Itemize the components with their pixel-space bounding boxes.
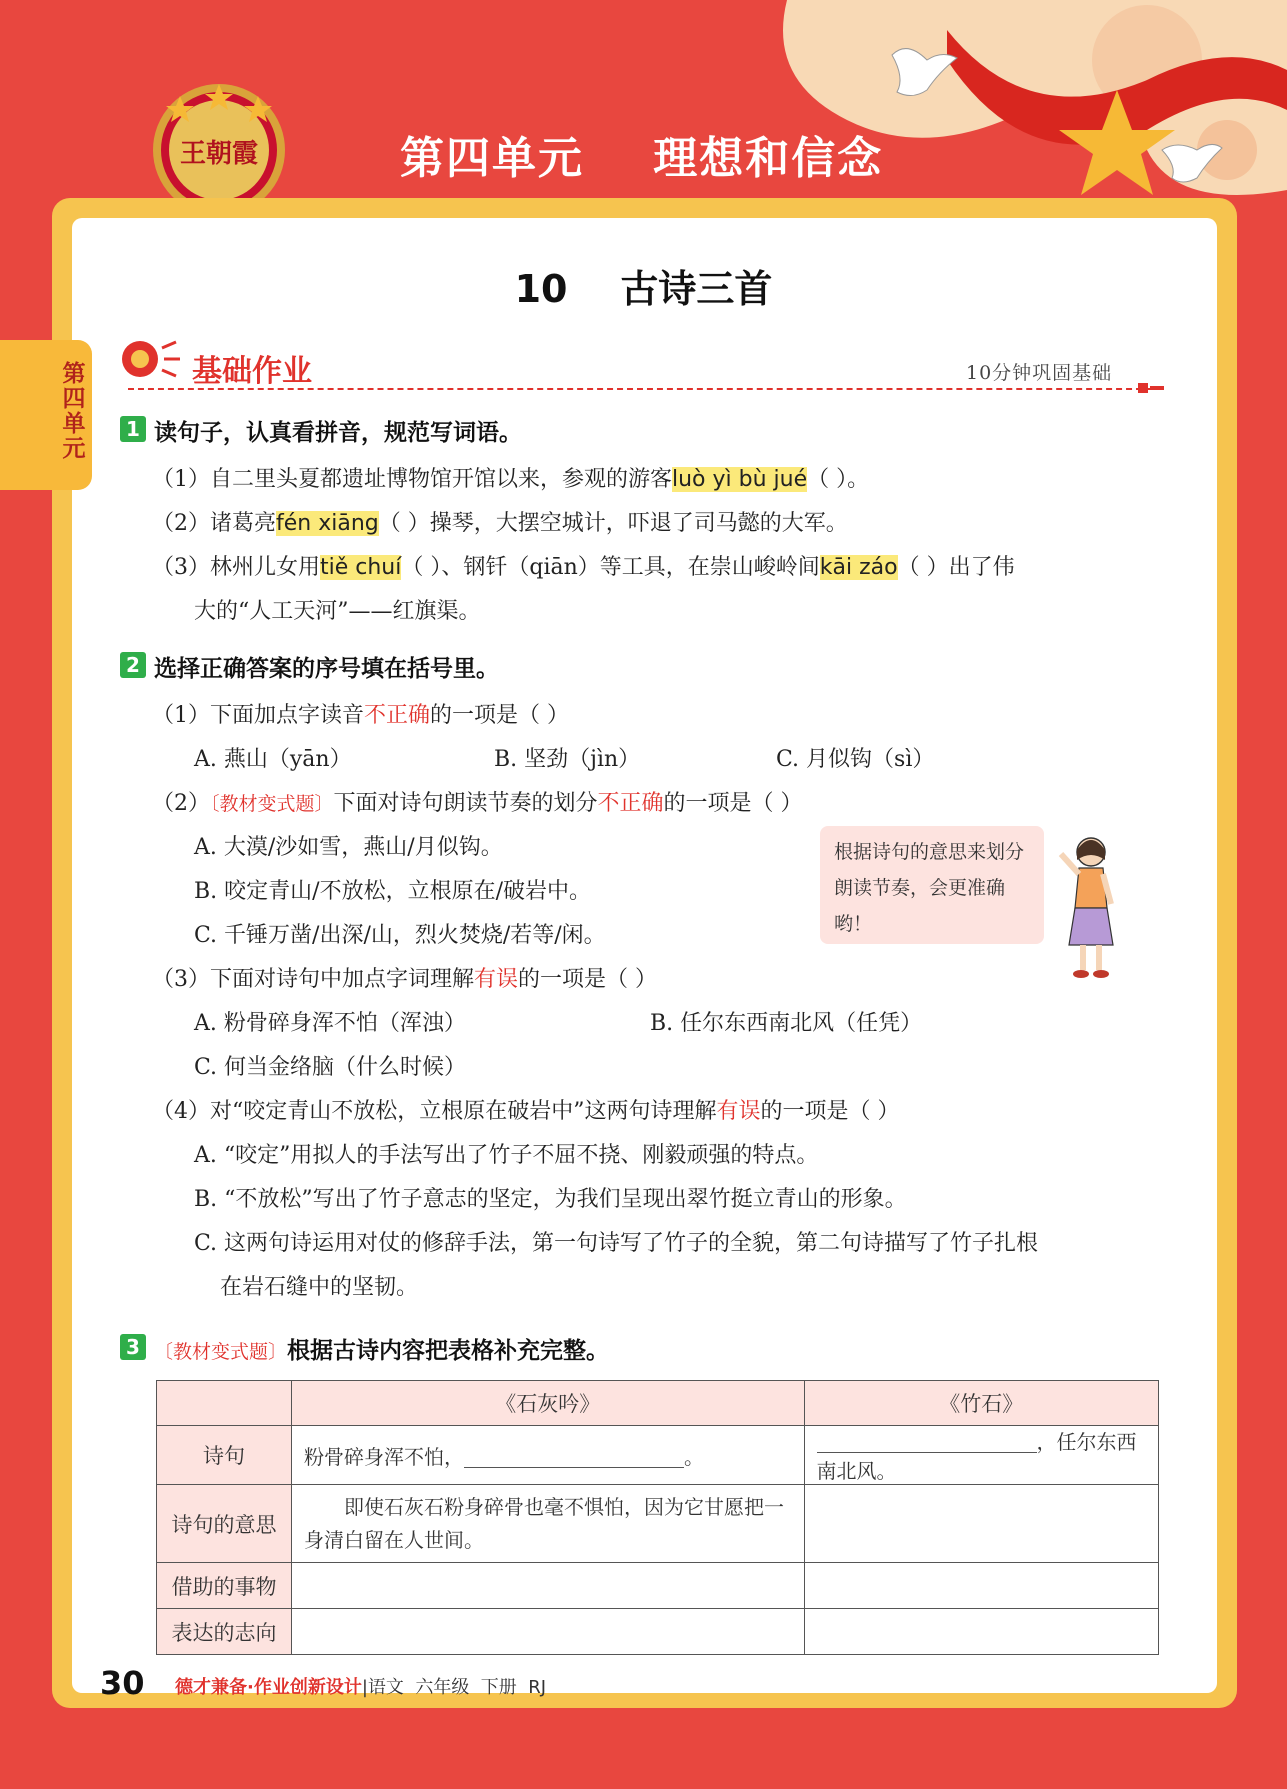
- page-number: 30: [100, 1664, 145, 1702]
- option-c-continued: 在岩石缝中的坚韧。: [220, 1275, 419, 1300]
- q1-line-3: [152, 550, 1015, 581]
- question-number: 3: [120, 1334, 146, 1360]
- side-tab-label: 第四单元: [62, 361, 86, 462]
- q2-sub-1-text: （1）下面加点字读音: [152, 703, 364, 728]
- question-title: [154, 1332, 609, 1365]
- lesson-title: 10 古诗三首: [514, 267, 773, 311]
- q2-sub-2-text-b: 下面对诗句朗读节奏的划分: [333, 791, 598, 816]
- q2-sub-3-text: （3）下面对诗句中加点字词理解: [152, 967, 474, 992]
- table-cell: 即使石灰石粉身碎骨也毫不惧怕，因为它甘愿把一身清白留在人世间。: [292, 1485, 805, 1563]
- answer-blank[interactable]: 的一项是（ ）: [760, 1099, 900, 1124]
- poem-table: [156, 1380, 1159, 1655]
- col-header: 《石灰吟》: [292, 1381, 805, 1426]
- answer-blank[interactable]: [817, 1434, 1037, 1453]
- q1-line-1-text: （1）自二里头夏都遗址博物馆开馆以来，参观的游客: [152, 467, 672, 492]
- row-header: 诗句的意思: [157, 1485, 292, 1563]
- answer-blank[interactable]: [464, 1449, 684, 1468]
- brand-logo: [150, 78, 288, 216]
- answer-blank[interactable]: （ ）、钢钎（qiān）等工具，在崇山峻岭间: [401, 555, 820, 580]
- question-title: 读句子，认真看拼音，规范写词语。: [154, 420, 522, 446]
- girl-illustration: [1055, 830, 1125, 980]
- table-corner: [157, 1381, 292, 1426]
- option-b: B. 咬定青山/不放松，立根原在/破岩中。: [194, 879, 591, 904]
- section-divider: [128, 388, 1152, 390]
- q1-line-3-text: （3）林州儿女用: [152, 555, 320, 580]
- q2-sub-4-text: （4）对“咬定青山不放松，立根原在破岩中”这两句诗理解: [152, 1099, 717, 1124]
- emphasis: 有误: [474, 967, 519, 992]
- q1-line-4: 大的“人工天河”——红旗渠。: [194, 599, 481, 624]
- answer-cell[interactable]: [804, 1485, 1158, 1563]
- section-title: 基础作业: [192, 354, 312, 389]
- option-a: A. “咬定”用拟人的手法写出了竹子不屈不挠、刚毅顽强的特点。: [194, 1143, 819, 1168]
- table-cell: [804, 1426, 1158, 1485]
- row-header: 诗句: [157, 1426, 292, 1485]
- megaphone-icon: [118, 334, 182, 384]
- section-subtitle: 10分钟巩固基础: [966, 362, 1113, 384]
- option-b: B. 任尔东西南北风（任凭）: [650, 1011, 923, 1036]
- row-header: 借助的事物: [157, 1563, 292, 1609]
- q2-sub-1: [152, 698, 569, 729]
- question-title: 选择正确答案的序号填在括号里。: [154, 656, 499, 682]
- poem-text: ，任尔东西南北风。: [816, 1430, 1137, 1483]
- option-c: C. 千锤万凿/出深/山，烈火焚烧/若等/闲。: [194, 923, 606, 948]
- footer-book-info: |语文 六年级 下册 RJ: [361, 1677, 547, 1698]
- question-number: 1: [120, 416, 146, 442]
- answer-blank[interactable]: （ ）出了伟: [897, 555, 1015, 580]
- answer-blank[interactable]: （ ）操琴，大摆空城计，吓退了司马懿的大军。: [378, 511, 848, 536]
- q1-line-1: [152, 462, 869, 493]
- pinyin: kāi záo: [819, 555, 898, 580]
- q2-sub-4: [152, 1094, 900, 1125]
- variant-tag: 〔教材变式题〕: [154, 1341, 288, 1363]
- option-c: C. 这两句诗运用对仗的修辞手法，第一句诗写了竹子的全貌，第二句诗描写了竹子扎根: [194, 1231, 1039, 1256]
- emphasis: 不正确: [364, 703, 431, 728]
- option-a: A. 燕山（yān）: [194, 747, 352, 772]
- q1-line-2: [152, 506, 848, 537]
- answer-blank[interactable]: 的一项是（ ）: [663, 791, 803, 816]
- answer-blank[interactable]: 的一项是（ ）: [430, 703, 570, 728]
- option-c: C. 何当金络脑（什么时候）: [194, 1055, 467, 1080]
- divider-end-marker: [1138, 383, 1148, 393]
- q1-line-2-text: （2）诸葛亮: [152, 511, 276, 536]
- unit-title: 第四单元 理想和信念: [400, 133, 884, 184]
- q3-title-text: 根据古诗内容把表格补充完整。: [287, 1338, 610, 1364]
- footer-brand: 德才兼备·作业创新设计: [175, 1677, 362, 1698]
- q2-sub-2: [152, 786, 803, 817]
- pinyin: tiě chuí: [320, 555, 402, 580]
- emphasis: 不正确: [597, 791, 664, 816]
- poem-text: 粉骨碎身浑不怕，: [304, 1444, 464, 1469]
- col-header: 《竹石》: [804, 1381, 1158, 1426]
- tip-bubble: 根据诗句的意思来划分朗读节奏，会更准确哟！: [820, 826, 1044, 944]
- answer-cell[interactable]: [292, 1609, 805, 1655]
- pinyin: fén xiāng: [276, 511, 379, 536]
- pinyin: luò yì bù jué: [672, 467, 808, 492]
- answer-blank[interactable]: 的一项是（ ）: [518, 967, 658, 992]
- question-number: 2: [120, 652, 146, 678]
- option-b: B. 坚劲（jìn）: [494, 747, 641, 772]
- variant-tag: 〔教材变式题〕: [210, 793, 334, 815]
- answer-cell[interactable]: [292, 1563, 805, 1609]
- answer-cell[interactable]: [804, 1609, 1158, 1655]
- svg-text:王朝霞: 王朝霞: [179, 139, 259, 169]
- option-a: A. 粉骨碎身浑不怕（浑浊）: [194, 1011, 466, 1036]
- option-a: A. 大漠/沙如雪，燕山/月似钩。: [194, 835, 503, 860]
- poem-text: 。: [684, 1444, 704, 1469]
- option-b: B. “不放松”写出了竹子意志的坚定，为我们呈现出翠竹挺立青山的形象。: [194, 1187, 907, 1212]
- q2-sub-3: [152, 962, 657, 993]
- answer-blank[interactable]: （ ）。: [807, 467, 870, 492]
- row-header: 表达的志向: [157, 1609, 292, 1655]
- footer-info: [175, 1673, 546, 1699]
- emphasis: 有误: [716, 1099, 761, 1124]
- answer-cell[interactable]: [804, 1563, 1158, 1609]
- option-c: C. 月似钩（sì）: [776, 747, 935, 772]
- q2-sub-2-text: （2）: [152, 791, 210, 816]
- table-cell: [292, 1426, 805, 1485]
- divider-end-stub: [1150, 386, 1164, 390]
